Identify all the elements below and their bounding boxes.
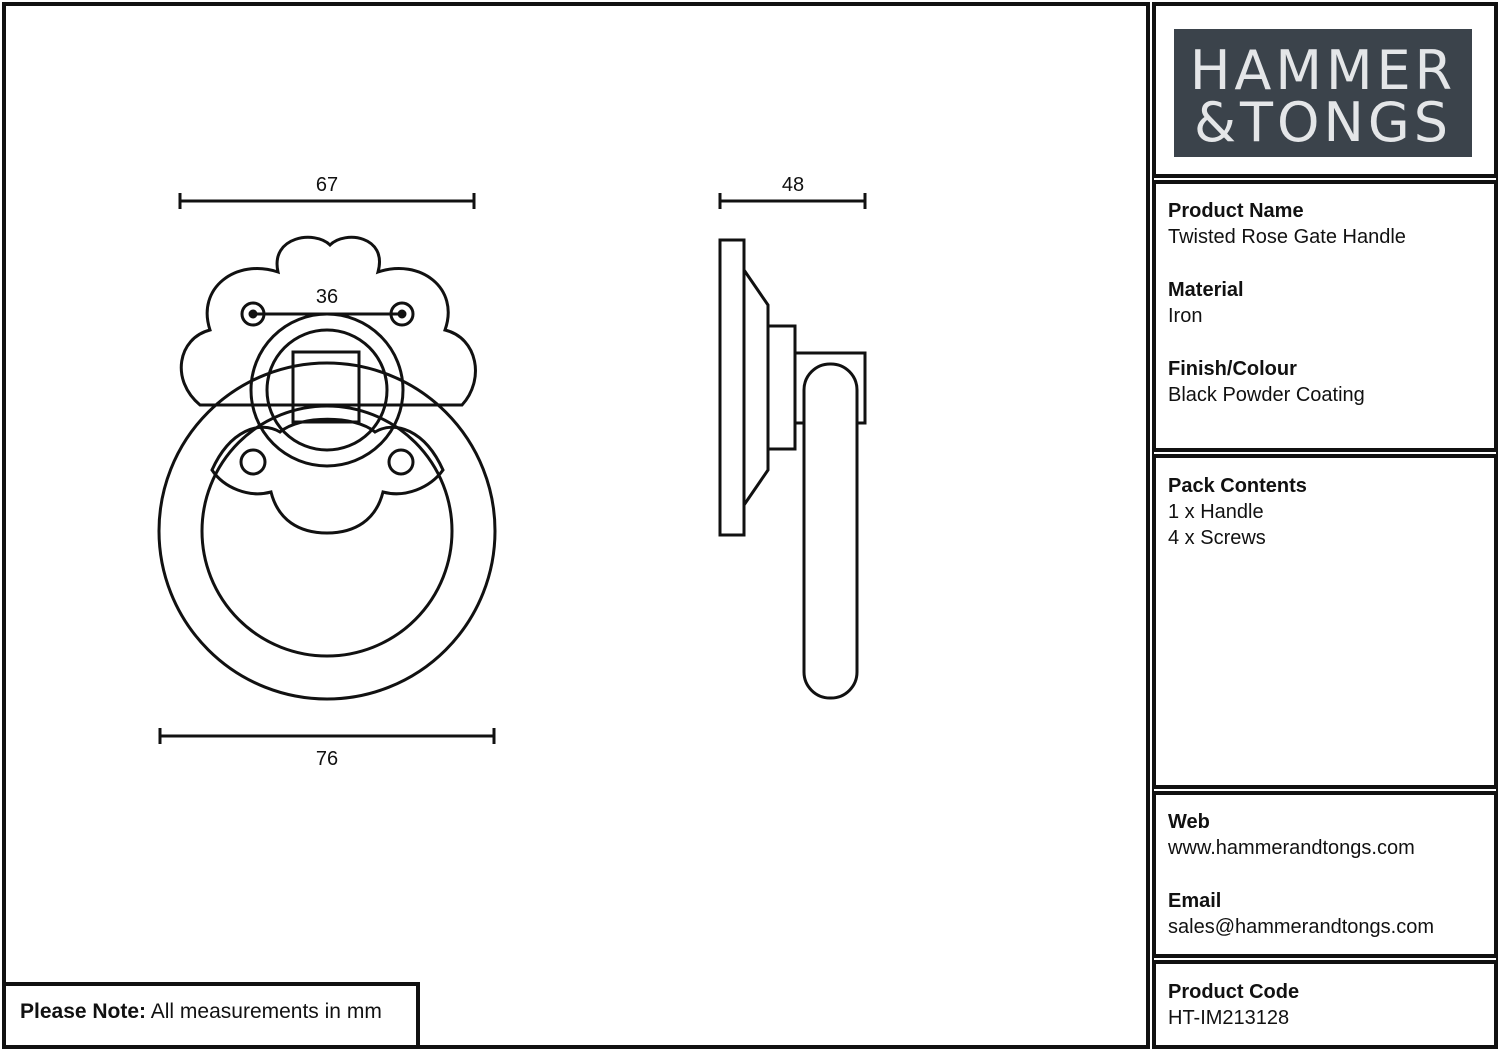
web-label: Web bbox=[1168, 811, 1210, 833]
dimension-side-label: 48 bbox=[781, 174, 805, 196]
pack-item: 1 x Handle bbox=[1168, 501, 1264, 523]
panel-divider bbox=[1146, 2, 1156, 1049]
product-name-label: Product Name bbox=[1168, 200, 1304, 222]
web-link[interactable]: www.hammerandtongs.com bbox=[1168, 837, 1415, 859]
section-divider bbox=[1154, 954, 1496, 964]
dimension-bottom-label: 76 bbox=[315, 748, 339, 770]
email-block bbox=[1168, 888, 1434, 940]
finish-value: Black Powder Coating bbox=[1168, 384, 1365, 406]
brand-logo-line2: &TONGS bbox=[1193, 91, 1453, 154]
measurement-note bbox=[20, 1000, 382, 1024]
dimension-hole-label: 36 bbox=[315, 286, 339, 308]
product-code-block bbox=[1168, 979, 1299, 1031]
side-view bbox=[720, 240, 865, 698]
product-name-block bbox=[1168, 198, 1406, 250]
pack-contents-block bbox=[1168, 473, 1307, 551]
finish-block bbox=[1168, 356, 1365, 408]
material-value: Iron bbox=[1168, 305, 1203, 327]
finish-label: Finish/Colour bbox=[1168, 358, 1297, 380]
section-divider bbox=[1154, 785, 1496, 795]
pack-contents-label: Pack Contents bbox=[1168, 475, 1307, 497]
material-label: Material bbox=[1168, 279, 1244, 301]
dimension-top-label: 67 bbox=[315, 174, 339, 196]
section-divider bbox=[1154, 174, 1496, 184]
material-block bbox=[1168, 277, 1244, 329]
pack-item: 4 x Screws bbox=[1168, 527, 1266, 549]
dimension-line-bottom bbox=[160, 728, 494, 744]
brand-logo bbox=[1174, 29, 1472, 157]
product-code-value: HT-IM213128 bbox=[1168, 1007, 1290, 1029]
section-divider bbox=[1154, 448, 1496, 458]
email-label: Email bbox=[1168, 890, 1222, 912]
product-code-label: Product Code bbox=[1168, 981, 1300, 1003]
brand-logo-line1: HAMMER bbox=[1189, 39, 1457, 102]
note-text: All measurements in mm bbox=[150, 1000, 382, 1023]
note-label: Please Note: bbox=[20, 1000, 147, 1023]
email-link[interactable]: sales@hammerandtongs.com bbox=[1168, 916, 1434, 938]
web-block bbox=[1168, 809, 1415, 861]
rose-backplate bbox=[181, 237, 475, 405]
product-name-value: Twisted Rose Gate Handle bbox=[1168, 226, 1406, 248]
